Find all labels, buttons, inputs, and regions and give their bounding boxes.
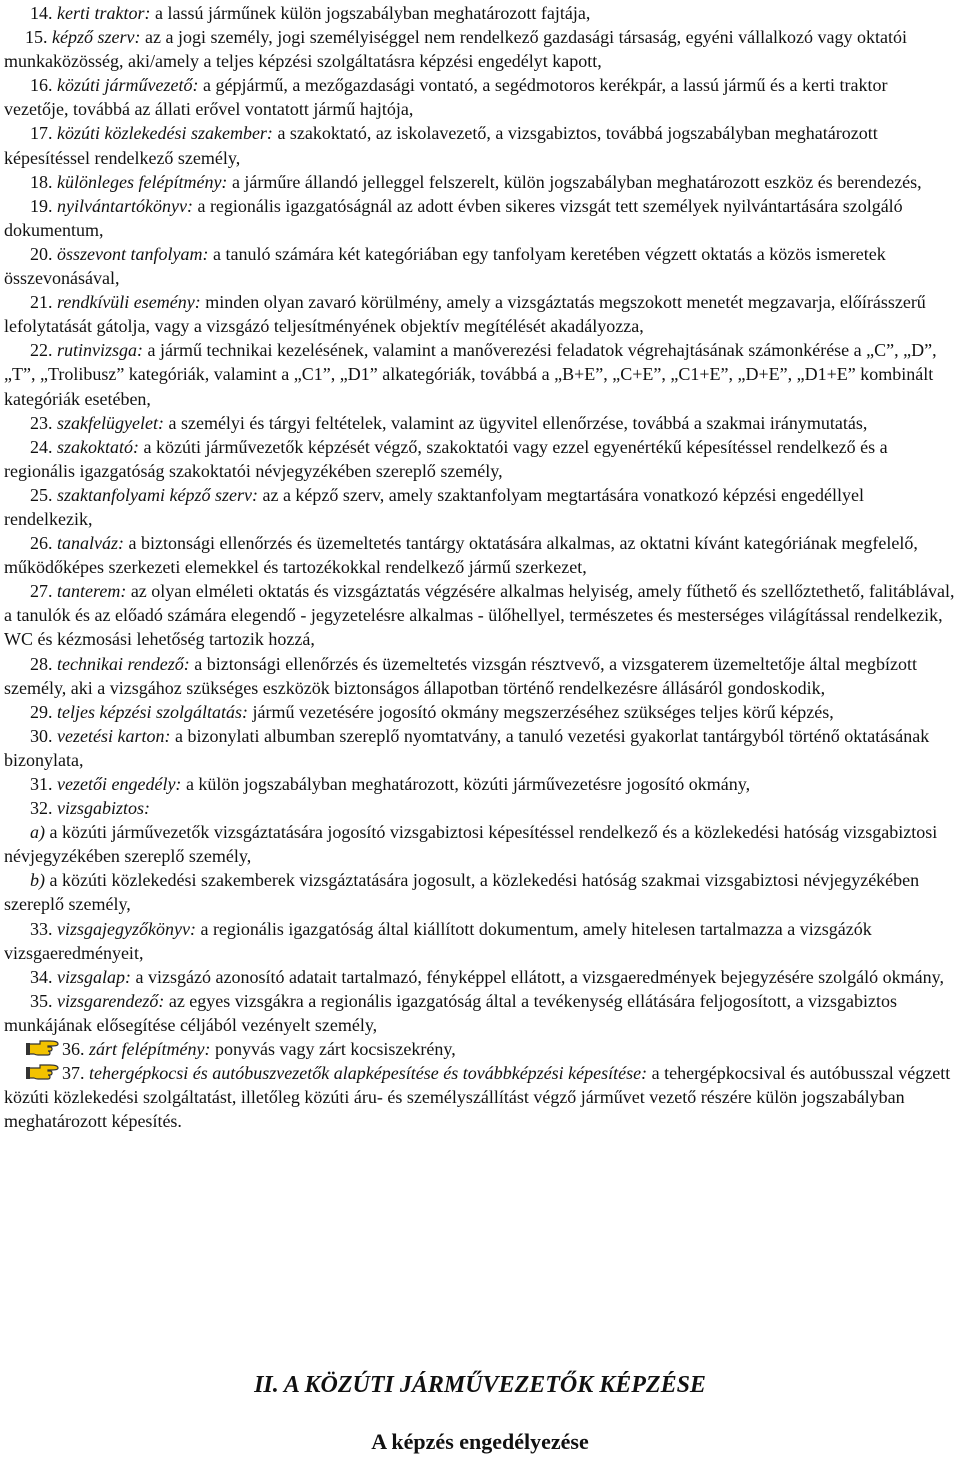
item-term: rutinvizsga: <box>57 340 144 361</box>
item-term: teljes képzési szolgáltatás: <box>57 701 248 722</box>
item-text: a regionális igazgatóságnál az adott évben sikeres vizsgát tett személyek nyilvántartására szolgáló dokumentum, <box>4 195 903 240</box>
definition-item-16 <box>4 73 956 121</box>
item-text: minden olyan zavaró körülmény, amely a vizsgáztatás megszokott menetét megzavarja, előírásszerű lefolytatását gátolja, vagy a vizsgázó teljesítményének objektív megítélését akadályozza, <box>4 292 926 337</box>
item-term: szakfelügyelet: <box>57 412 164 433</box>
item-text: az olyan elméleti oktatás és vizsgáztatás végzésére alkalmas helyiség, amely fűthető és szellőztethető, falitáblával, a tanulók és az előadó számára elegendő - jegyzetelésre alkalmas - ülőhellyel, természetes és mesterséges világítással rendelkezik, WC és kézmosási lehetőség tartozik hozzá, <box>4 581 955 650</box>
definition-item-37 <box>4 1061 956 1133</box>
item-term: vezetési karton: <box>57 725 171 746</box>
item-term: vizsgajegyzőkönyv: <box>57 918 196 939</box>
item-number: 22. <box>30 340 53 361</box>
pointing-hand-icon <box>26 1062 60 1082</box>
item-text: a tanuló számára két kategóriában egy tanfolyam keretében végzett oktatás a közös ismeretek összevonásával, <box>4 243 886 289</box>
item-term: vizsgarendező: <box>57 990 165 1011</box>
pointing-hand-icon <box>26 1038 60 1058</box>
item-number: 20. <box>30 243 53 264</box>
item-text: a szakoktató, az iskolavezető, a vizsgabiztos, továbbá jogszabályban meghatározott képesítéssel rendelkező személy, <box>4 123 878 168</box>
definition-item-14 <box>4 1 956 25</box>
item-text: a lassú járműnek külön jogszabályban meghatározott fajtája, <box>150 3 591 23</box>
definition-item-18 <box>4 170 956 194</box>
definition-item-33 <box>4 917 956 965</box>
item-text: az a képző szerv, amely szaktanfolyam megtartására vonatkozó képzési engedéllyel rendelkezik, <box>4 484 865 529</box>
item-number: 37. <box>62 1063 85 1084</box>
definition-item-21 <box>4 290 956 338</box>
item-number: 24. <box>30 436 53 457</box>
item-number: 27. <box>30 581 53 602</box>
item-term: rendkívüli esemény: <box>57 292 201 313</box>
item-term: közúti járművezető: <box>57 75 199 96</box>
section-heading: A képzés engedélyezése <box>371 1429 589 1454</box>
item-term: vizsgabiztos: <box>57 798 151 819</box>
item-number: 26. <box>30 533 53 554</box>
definition-item-24 <box>4 435 956 483</box>
definition-item-34 <box>4 965 956 989</box>
item-text: a külön jogszabályban meghatározott, közúti járművezetésre jogosító okmány, <box>181 774 751 794</box>
item-number: 30. <box>30 725 53 746</box>
document-body <box>4 1 956 1133</box>
definition-item-28 <box>4 652 956 700</box>
item-number: 23. <box>30 412 53 433</box>
item-term: vezetői engedély: <box>57 774 182 794</box>
definition-item-35 <box>4 989 956 1037</box>
definition-item-31 <box>4 772 956 796</box>
item-number: 25. <box>30 484 53 505</box>
item-number: 34. <box>30 966 53 987</box>
item-text: a vizsgázó azonosító adatait tartalmazó, fényképpel ellátott, a vizsgaeredmények bejegyzésére szolgáló okmány, <box>131 966 944 987</box>
definition-item-26 <box>4 531 956 579</box>
item-text: a tehergépkocsival és autóbusszal végzett közúti közlekedési szolgáltatást, illetőleg közúti áru- és személyszállítást végző járművet vezető részére külön jogszabályban meghatározott képesítés. <box>4 1063 951 1132</box>
sub-item-a <box>4 820 956 868</box>
item-term: képző szerv: <box>52 27 141 48</box>
item-text: a gépjármű, a mezőgazdasági vontató, a segédmotoros kerékpár, a lassú jármű és a kerti traktor vezetője, továbbá az állati erővel vontatott jármű hajtója, <box>4 75 888 120</box>
item-term: technikai rendező: <box>57 653 190 674</box>
definition-item-17 <box>4 121 956 169</box>
item-term: tehergépkocsi és autóbuszvezetők alapképesítése és továbbképzési képesítése: <box>89 1063 648 1084</box>
item-number: 28. <box>30 653 53 674</box>
item-text: az a jogi személy, jogi személyiséggel nem rendelkező gazdasági társaság, egyéni vállalkozó vagy oktatói munkaközösség, aki/amely a teljes képzési szolgáltatásra képzési engedélyt kapott, <box>4 27 908 72</box>
item-term: szakoktató: <box>57 436 139 457</box>
definition-item-25 <box>4 483 956 531</box>
sub-item-letter: b) <box>30 870 45 891</box>
item-text: a közúti járművezetők képzését végző, szakoktatói vagy ezzel egyenértékű képesítéssel rendelkező és a regionális igazgatóság szakoktatói névjegyzékében szereplő személy, <box>4 436 888 481</box>
item-term: tanalváz: <box>57 533 124 554</box>
definition-item-27 <box>4 579 956 651</box>
item-term: nyilvántartókönyv: <box>57 195 193 216</box>
item-number: 29. <box>30 701 53 722</box>
item-term: különleges felépítmény: <box>57 171 228 192</box>
item-number: 14. <box>30 3 53 23</box>
definition-item-29 <box>4 700 956 724</box>
sub-item-letter: a) <box>30 822 45 843</box>
item-term: szaktanfolyami képző szerv: <box>57 484 258 505</box>
item-term: közúti közlekedési szakember: <box>57 123 273 144</box>
item-text: jármű vezetésére jogosító okmány megszerzéséhez szükséges teljes körű képzés, <box>247 701 834 722</box>
item-number: 17. <box>30 123 53 144</box>
item-term: kerti traktor: <box>57 3 151 23</box>
item-number: 35. <box>30 990 53 1011</box>
sub-item-text: a közúti járművezetők vizsgáztatására jogosító vizsgabiztosi képesítéssel rendelkező és a közlekedési hatóság vizsgabiztosi névjegyzékében szereplő személy, <box>4 822 938 867</box>
definition-item-19 <box>4 194 956 242</box>
item-text: a járműre állandó jelleggel felszerelt, külön jogszabályban meghatározott eszköz és berendezés, <box>227 171 922 192</box>
item-text: a jármű technikai kezelésének, valamint a manőverezési feladatok végrehajtásának számonkérése a „C”, „D”, „T”, „Trolibusz” kategóriák, valamint a „C1”, „D1” alkategóriák, továbbá a „B+E”, „C+E”, „C1+E”, „D+E”, „D1+E” kombinált kategóriák esetében, <box>4 340 937 409</box>
item-text: a személyi és tárgyi feltételek, valamint az ügyvitel ellenőrzése, továbbá a szakmai iránymutatás, <box>163 412 868 433</box>
item-number: 33. <box>30 918 53 939</box>
definition-item-30 <box>4 724 956 772</box>
definition-item-20 <box>4 242 956 290</box>
item-number: 21. <box>30 292 53 313</box>
item-number: 31. <box>30 774 53 794</box>
sub-item-b <box>4 868 956 916</box>
item-term: tanterem: <box>57 581 127 602</box>
item-text: az egyes vizsgákra a regionális igazgatóság által a tevékenység ellátására feljogosított, a vizsgabiztos munkájának elősegítése céljából vezényelt személy, <box>4 990 898 1035</box>
definition-item-36 <box>4 1037 956 1061</box>
item-number: 19. <box>30 195 53 216</box>
item-term: vizsgalap: <box>57 966 131 987</box>
item-text: a regionális igazgatóság által kiállított dokumentum, amely hitelesen tartalmazza a vizsgázók vizsgaeredményeit, <box>4 918 872 963</box>
sub-item-text: a közúti közlekedési szakemberek vizsgáztatására jogosult, a közlekedési hatóság szakmai vizsgabiztosi névjegyzékében szereplő személy, <box>4 870 920 915</box>
definition-item-32 <box>4 796 956 820</box>
item-text: a biztonsági ellenőrzés és üzemeltetés vizsgán résztvevő, a vizsgaterem üzemeltetője által megbízott személy, aki a vizsgához szükséges eszközök biztonságos állapotban történő rendelkezésre állásáról gondoskodik, <box>4 653 917 698</box>
item-number: 16. <box>30 75 53 96</box>
chapter-heading: II. A KÖZÚTI JÁRMŰVEZETŐK KÉPZÉSE <box>254 1372 706 1398</box>
definition-item-23 <box>4 411 956 435</box>
item-number: 15. <box>25 27 48 48</box>
item-text: a biztonsági ellenőrzés és üzemeltetés tantárgy oktatására alkalmas, az oktatni kívánt kategóriának megfelelő, működőképes szerkezeti elemekkel és tartozékokkal rendelkező jármű szerkezet, <box>4 533 918 578</box>
item-text: a bizonylati albumban szereplő nyomtatvány, a tanuló vezetési gyakorlat tantárgyból történő oktatásának bizonylata, <box>4 725 930 770</box>
definition-item-22 <box>4 338 956 410</box>
item-term: összevont tanfolyam: <box>57 243 209 264</box>
definition-item-15 <box>4 25 956 73</box>
item-text: ponyvás vagy zárt kocsiszekrény, <box>210 1039 456 1060</box>
item-number: 18. <box>30 171 53 192</box>
item-number: 36. <box>62 1039 85 1060</box>
item-term: zárt felépítmény: <box>89 1039 211 1060</box>
item-number: 32. <box>30 798 53 819</box>
